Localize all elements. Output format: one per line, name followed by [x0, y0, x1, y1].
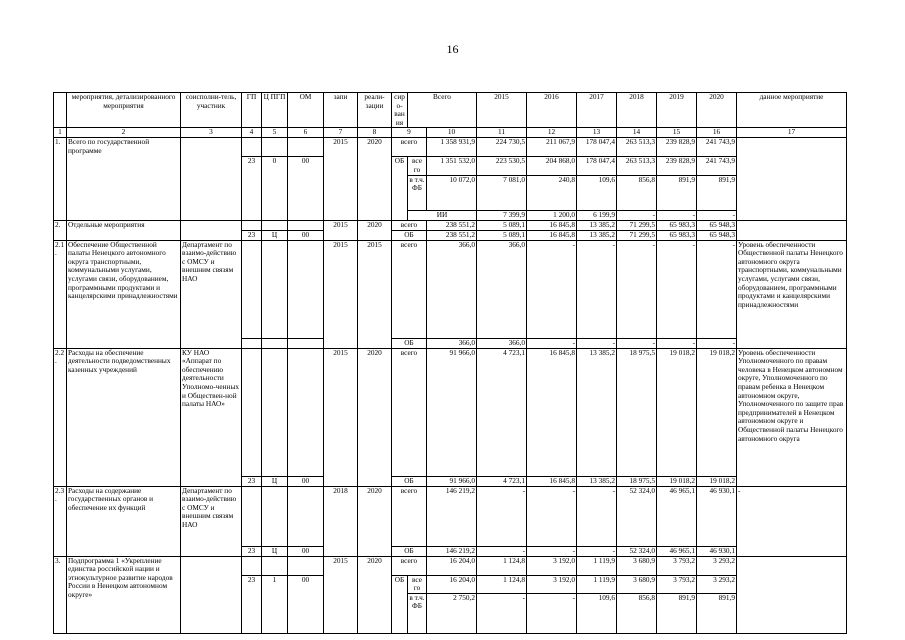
code-om: [288, 138, 324, 157]
amount-cell: -: [527, 593, 577, 633]
amount-cell: 1 124,8: [477, 575, 527, 593]
code-gp: [242, 338, 262, 348]
code-gp: [242, 220, 262, 230]
code-gp: [242, 240, 262, 338]
program-table-wrapper: [53, 92, 847, 634]
end-year: 2020: [358, 138, 392, 220]
amount-cell: 4 723,1: [477, 476, 527, 486]
code-c: Ц: [262, 230, 288, 240]
header-cell: запи: [324, 93, 358, 128]
code-c: Ц: [262, 476, 288, 486]
start-year: 2015: [324, 240, 358, 348]
program-table: [53, 92, 847, 634]
amount-cell: 52 324,0: [617, 486, 657, 546]
amount-cell: 3 293,2: [697, 556, 737, 575]
column-number: 12: [527, 128, 577, 138]
column-number: 4: [242, 128, 262, 138]
header-cell: реали-зации: [358, 93, 392, 128]
amount-cell: 46 965,1: [657, 486, 697, 546]
column-number: 2: [67, 128, 181, 138]
amount-cell: 16 845,8: [527, 476, 577, 486]
measure-name: Подпрограмма 1 «Укрепление единства российской нации и этнокультурное развитие народов России в Ненецком автономном округе»: [67, 556, 181, 633]
amount-cell: -: [617, 240, 657, 338]
code-gp: [242, 486, 262, 546]
code-c: [262, 556, 288, 575]
amount-cell: -: [697, 210, 737, 220]
column-number: 5: [262, 128, 288, 138]
amount-cell: 65 983,3: [657, 230, 697, 240]
amount-cell: 3 192,0: [527, 575, 577, 593]
amount-cell: 91 966,0: [427, 348, 477, 476]
amount-cell: 46 930,1: [697, 546, 737, 556]
amount-cell: 19 018,2: [697, 476, 737, 486]
amount-cell: 3 293,2: [697, 575, 737, 593]
executor: Департамент по взаимо-действию с ОМСУ и внешним связям НАО: [181, 486, 242, 556]
header-cell: 2019: [657, 93, 697, 128]
measure-name: Всего по государственной программе: [67, 138, 181, 220]
row-number: 1.: [54, 138, 67, 220]
column-number-row: [54, 128, 847, 138]
executor: [181, 556, 242, 633]
amount-cell: 65 983,3: [657, 220, 697, 230]
column-number: 6: [288, 128, 324, 138]
amount-cell: 263 513,3: [617, 138, 657, 157]
amount-cell: 71 299,5: [617, 220, 657, 230]
code-gp: 23: [242, 476, 262, 486]
header-row: [54, 93, 847, 128]
funding-source: всего: [392, 556, 427, 575]
header-cell: 2017: [577, 93, 617, 128]
funding-source: всего: [392, 486, 427, 546]
column-number: 11: [477, 128, 527, 138]
measure-name: Отдельные мероприятия: [67, 220, 181, 240]
code-c: [262, 220, 288, 230]
column-number: 7: [324, 128, 358, 138]
row-number: 2.2.: [54, 348, 67, 486]
header-cell: соисполни-тель, участник: [181, 93, 242, 128]
measure-name: Расходы на содержание государственных органов и обеспечение их функций: [67, 486, 181, 556]
amount-cell: 146 219,2: [427, 486, 477, 546]
amount-cell: 2 750,2: [427, 593, 477, 633]
amount-cell: 224 730,5: [477, 138, 527, 157]
result-indicator: Уровень обеспеченности Уполномоченного по правам человека в Ненецком автономном округе, Уполномоченного по правам ребенка в Ненецком автономном округе, Уполномоченного по защите прав предпринимателей в Ненецком автономном округе и Общественной палаты Ненецкого автономного округа: [737, 348, 847, 486]
row-number: 2.3.: [54, 486, 67, 556]
code-c: [262, 338, 288, 348]
amount-cell: 10 072,0: [427, 175, 477, 210]
amount-cell: 7 081,0: [477, 175, 527, 210]
funding-source: ОБ: [392, 338, 427, 348]
amount-cell: 13 385,2: [577, 230, 617, 240]
amount-cell: 146 219,2: [427, 546, 477, 556]
code-om: [288, 556, 324, 575]
amount-cell: 239 828,9: [657, 157, 697, 175]
column-number: 10: [427, 128, 477, 138]
code-c: 0: [262, 157, 288, 220]
table-row: [54, 138, 847, 157]
code-gp: [242, 138, 262, 157]
code-om: [288, 348, 324, 476]
amount-cell: 91 966,0: [427, 476, 477, 486]
code-om: [288, 338, 324, 348]
header-cell: мероприятия, детализированного мероприятия: [67, 93, 181, 128]
column-number: 3: [181, 128, 242, 138]
header-cell: ГП: [242, 93, 262, 128]
amount-cell: -: [527, 486, 577, 546]
end-year: 2020: [358, 348, 392, 486]
start-year: 2015: [324, 348, 358, 486]
amount-cell: -: [477, 546, 527, 556]
funding-source-detail: все го: [408, 157, 427, 175]
amount-cell: 19 018,2: [657, 476, 697, 486]
amount-cell: 856,8: [617, 593, 657, 633]
result-indicator: [737, 556, 847, 633]
funding-source-detail: все го: [408, 575, 427, 593]
executor: КУ НАО «Аппарат по обеспечению деятельности Уполномо-ченных и Обществен-ной палаты НАО»: [181, 348, 242, 486]
amount-cell: 16 204,0: [427, 575, 477, 593]
table-row: [54, 486, 847, 546]
amount-cell: 16 204,0: [427, 556, 477, 575]
amount-cell: 241 743,9: [697, 157, 737, 175]
code-om: 00: [288, 476, 324, 486]
funding-source: всего: [392, 138, 427, 157]
amount-cell: 109,6: [577, 593, 617, 633]
amount-cell: 3 680,9: [617, 575, 657, 593]
amount-cell: -: [527, 546, 577, 556]
row-number: 3.: [54, 556, 67, 633]
code-gp: 23: [242, 575, 262, 633]
amount-cell: 16 845,8: [527, 230, 577, 240]
page-number: 16: [446, 42, 459, 56]
funding-source: ОБ: [392, 575, 408, 633]
amount-cell: -: [657, 338, 697, 348]
column-number: 1: [54, 128, 67, 138]
amount-cell: -: [617, 210, 657, 220]
amount-cell: 1 124,8: [477, 556, 527, 575]
column-number: 9: [392, 128, 427, 138]
code-om: 00: [288, 157, 324, 220]
amount-cell: 71 299,5: [617, 230, 657, 240]
amount-cell: -: [577, 240, 617, 338]
column-number: 16: [697, 128, 737, 138]
amount-cell: 13 385,2: [577, 220, 617, 230]
amount-cell: 856,8: [617, 175, 657, 210]
code-om: 00: [288, 575, 324, 633]
amount-cell: -: [577, 338, 617, 348]
amount-cell: 3 680,9: [617, 556, 657, 575]
header-cell: сиро-вания: [392, 93, 408, 128]
amount-cell: -: [617, 338, 657, 348]
amount-cell: 46 930,1: [697, 486, 737, 546]
funding-source-detail: в т.ч. ФБ: [408, 593, 427, 633]
amount-cell: 241 743,9: [697, 138, 737, 157]
amount-cell: 366,0: [477, 240, 527, 338]
funding-source-detail: в т.ч. ФБ: [408, 175, 427, 210]
amount-cell: -: [577, 486, 617, 546]
amount-cell: 366,0: [427, 338, 477, 348]
amount-cell: 3 192,0: [527, 556, 577, 575]
amount-cell: 65 948,3: [697, 220, 737, 230]
amount-cell: 13 385,2: [577, 348, 617, 476]
header-cell-num: [54, 93, 67, 128]
amount-cell: 211 067,9: [527, 138, 577, 157]
amount-cell: 5 089,1: [477, 220, 527, 230]
code-gp: 23: [242, 157, 262, 220]
funding-source: ИИ: [408, 210, 477, 220]
table-row: [54, 220, 847, 230]
amount-cell: 19 018,2: [657, 348, 697, 476]
code-c: [262, 486, 288, 546]
amount-cell: 1 119,9: [577, 575, 617, 593]
amount-cell: 109,6: [577, 175, 617, 210]
result-indicator: [737, 138, 847, 220]
header-cell: Всего: [408, 93, 477, 128]
code-c: [262, 240, 288, 338]
code-om: 00: [288, 546, 324, 556]
code-om: [288, 486, 324, 546]
amount-cell: 5 089,1: [477, 230, 527, 240]
code-c: [262, 138, 288, 157]
funding-source: всего: [392, 348, 427, 476]
executor: [181, 220, 242, 240]
amount-cell: -: [477, 486, 527, 546]
amount-cell: 238 551,2: [427, 220, 477, 230]
amount-cell: 891,9: [697, 175, 737, 210]
funding-source: ОБ: [392, 476, 427, 486]
code-om: 00: [288, 230, 324, 240]
amount-cell: -: [657, 240, 697, 338]
end-year: 2020: [358, 556, 392, 633]
code-gp: 23: [242, 546, 262, 556]
amount-cell: 891,9: [657, 175, 697, 210]
start-year: 2015: [324, 138, 358, 220]
column-number: 15: [657, 128, 697, 138]
code-c: 1: [262, 575, 288, 633]
executor: [181, 138, 242, 220]
amount-cell: 1 119,9: [577, 556, 617, 575]
measure-name: Обеспечение Общественной палаты Ненецкого автономного округа транспортными, коммунальными услугами, услугами связи, оборудованием, программными продуктами и канцелярскими принадлежностями: [67, 240, 181, 348]
amount-cell: 263 513,3: [617, 157, 657, 175]
amount-cell: -: [477, 593, 527, 633]
column-number: 17: [737, 128, 847, 138]
amount-cell: 13 385,2: [577, 476, 617, 486]
amount-cell: -: [657, 210, 697, 220]
row-number: 2.1.: [54, 240, 67, 348]
amount-cell: 46 965,1: [657, 546, 697, 556]
amount-cell: 1 351 532,0: [427, 157, 477, 175]
amount-cell: 3 793,2: [657, 575, 697, 593]
amount-cell: 239 828,9: [657, 138, 697, 157]
result-indicator: Уровень обеспеченности Общественной палаты Ненецкого автономного округа транспортными, коммунальными услугами, услугами связи, оборудованием, программными продуктами и канцелярскими принадлежностями: [737, 240, 847, 348]
amount-cell: 238 551,2: [427, 230, 477, 240]
amount-cell: 18 975,5: [617, 476, 657, 486]
amount-cell: 16 845,8: [527, 348, 577, 476]
funding-source: ОБ: [392, 546, 427, 556]
result-indicator: [737, 220, 847, 240]
start-year: 2015: [324, 556, 358, 633]
header-cell: 2018: [617, 93, 657, 128]
amount-cell: 891,9: [697, 593, 737, 633]
amount-cell: -: [527, 240, 577, 338]
table-row: [54, 348, 847, 476]
executor: Департамент по взаимо-действию с ОМСУ и внешним связям НАО: [181, 240, 242, 348]
header-cell: 2015: [477, 93, 527, 128]
amount-cell: 178 047,4: [577, 157, 617, 175]
amount-cell: 891,9: [657, 593, 697, 633]
code-c: Ц: [262, 546, 288, 556]
measure-name: Расходы на обеспечение деятельности подведомственных казенных учреждений: [67, 348, 181, 486]
amount-cell: 1 200,0: [527, 210, 577, 220]
amount-cell: 178 047,4: [577, 138, 617, 157]
amount-cell: 366,0: [477, 338, 527, 348]
row-number: 2.: [54, 220, 67, 240]
code-c: [262, 348, 288, 476]
table-row: [54, 556, 847, 575]
header-cell: данное мероприятие: [737, 93, 847, 128]
amount-cell: 16 845,8: [527, 220, 577, 230]
amount-cell: 4 723,1: [477, 348, 527, 476]
amount-cell: 52 324,0: [617, 546, 657, 556]
header-cell: 2016: [527, 93, 577, 128]
code-om: [288, 240, 324, 338]
amount-cell: 18 975,5: [617, 348, 657, 476]
end-year: 2020: [358, 486, 392, 556]
header-cell: ОМ: [288, 93, 324, 128]
funding-source: всего: [392, 220, 427, 230]
funding-source: ОБ: [392, 230, 427, 240]
amount-cell: 19 018,2: [697, 348, 737, 476]
amount-cell: 3 793,2: [657, 556, 697, 575]
result-indicator: -: [737, 486, 847, 556]
funding-source: ОБ: [392, 157, 408, 220]
column-number: 8: [358, 128, 392, 138]
amount-cell: 204 868,0: [527, 157, 577, 175]
column-number: 14: [617, 128, 657, 138]
amount-cell: 6 199,9: [577, 210, 617, 220]
start-year: 2015: [324, 220, 358, 240]
header-cell: 2020: [697, 93, 737, 128]
amount-cell: -: [577, 546, 617, 556]
amount-cell: 366,0: [427, 240, 477, 338]
code-gp: [242, 556, 262, 575]
code-gp: 23: [242, 230, 262, 240]
amount-cell: -: [527, 338, 577, 348]
funding-source: всего: [392, 240, 427, 338]
start-year: 2018: [324, 486, 358, 556]
amount-cell: 7 399,9: [477, 210, 527, 220]
end-year: 2020: [358, 220, 392, 240]
code-om: [288, 220, 324, 230]
column-number: 13: [577, 128, 617, 138]
header-cell: Ц ПГП: [262, 93, 288, 128]
amount-cell: 1 358 931,9: [427, 138, 477, 157]
amount-cell: -: [697, 338, 737, 348]
table-row: [54, 240, 847, 338]
amount-cell: 223 530,5: [477, 157, 527, 175]
end-year: 2015: [358, 240, 392, 348]
amount-cell: 65 948,3: [697, 230, 737, 240]
amount-cell: -: [697, 240, 737, 338]
code-gp: [242, 348, 262, 476]
amount-cell: 240,8: [527, 175, 577, 210]
